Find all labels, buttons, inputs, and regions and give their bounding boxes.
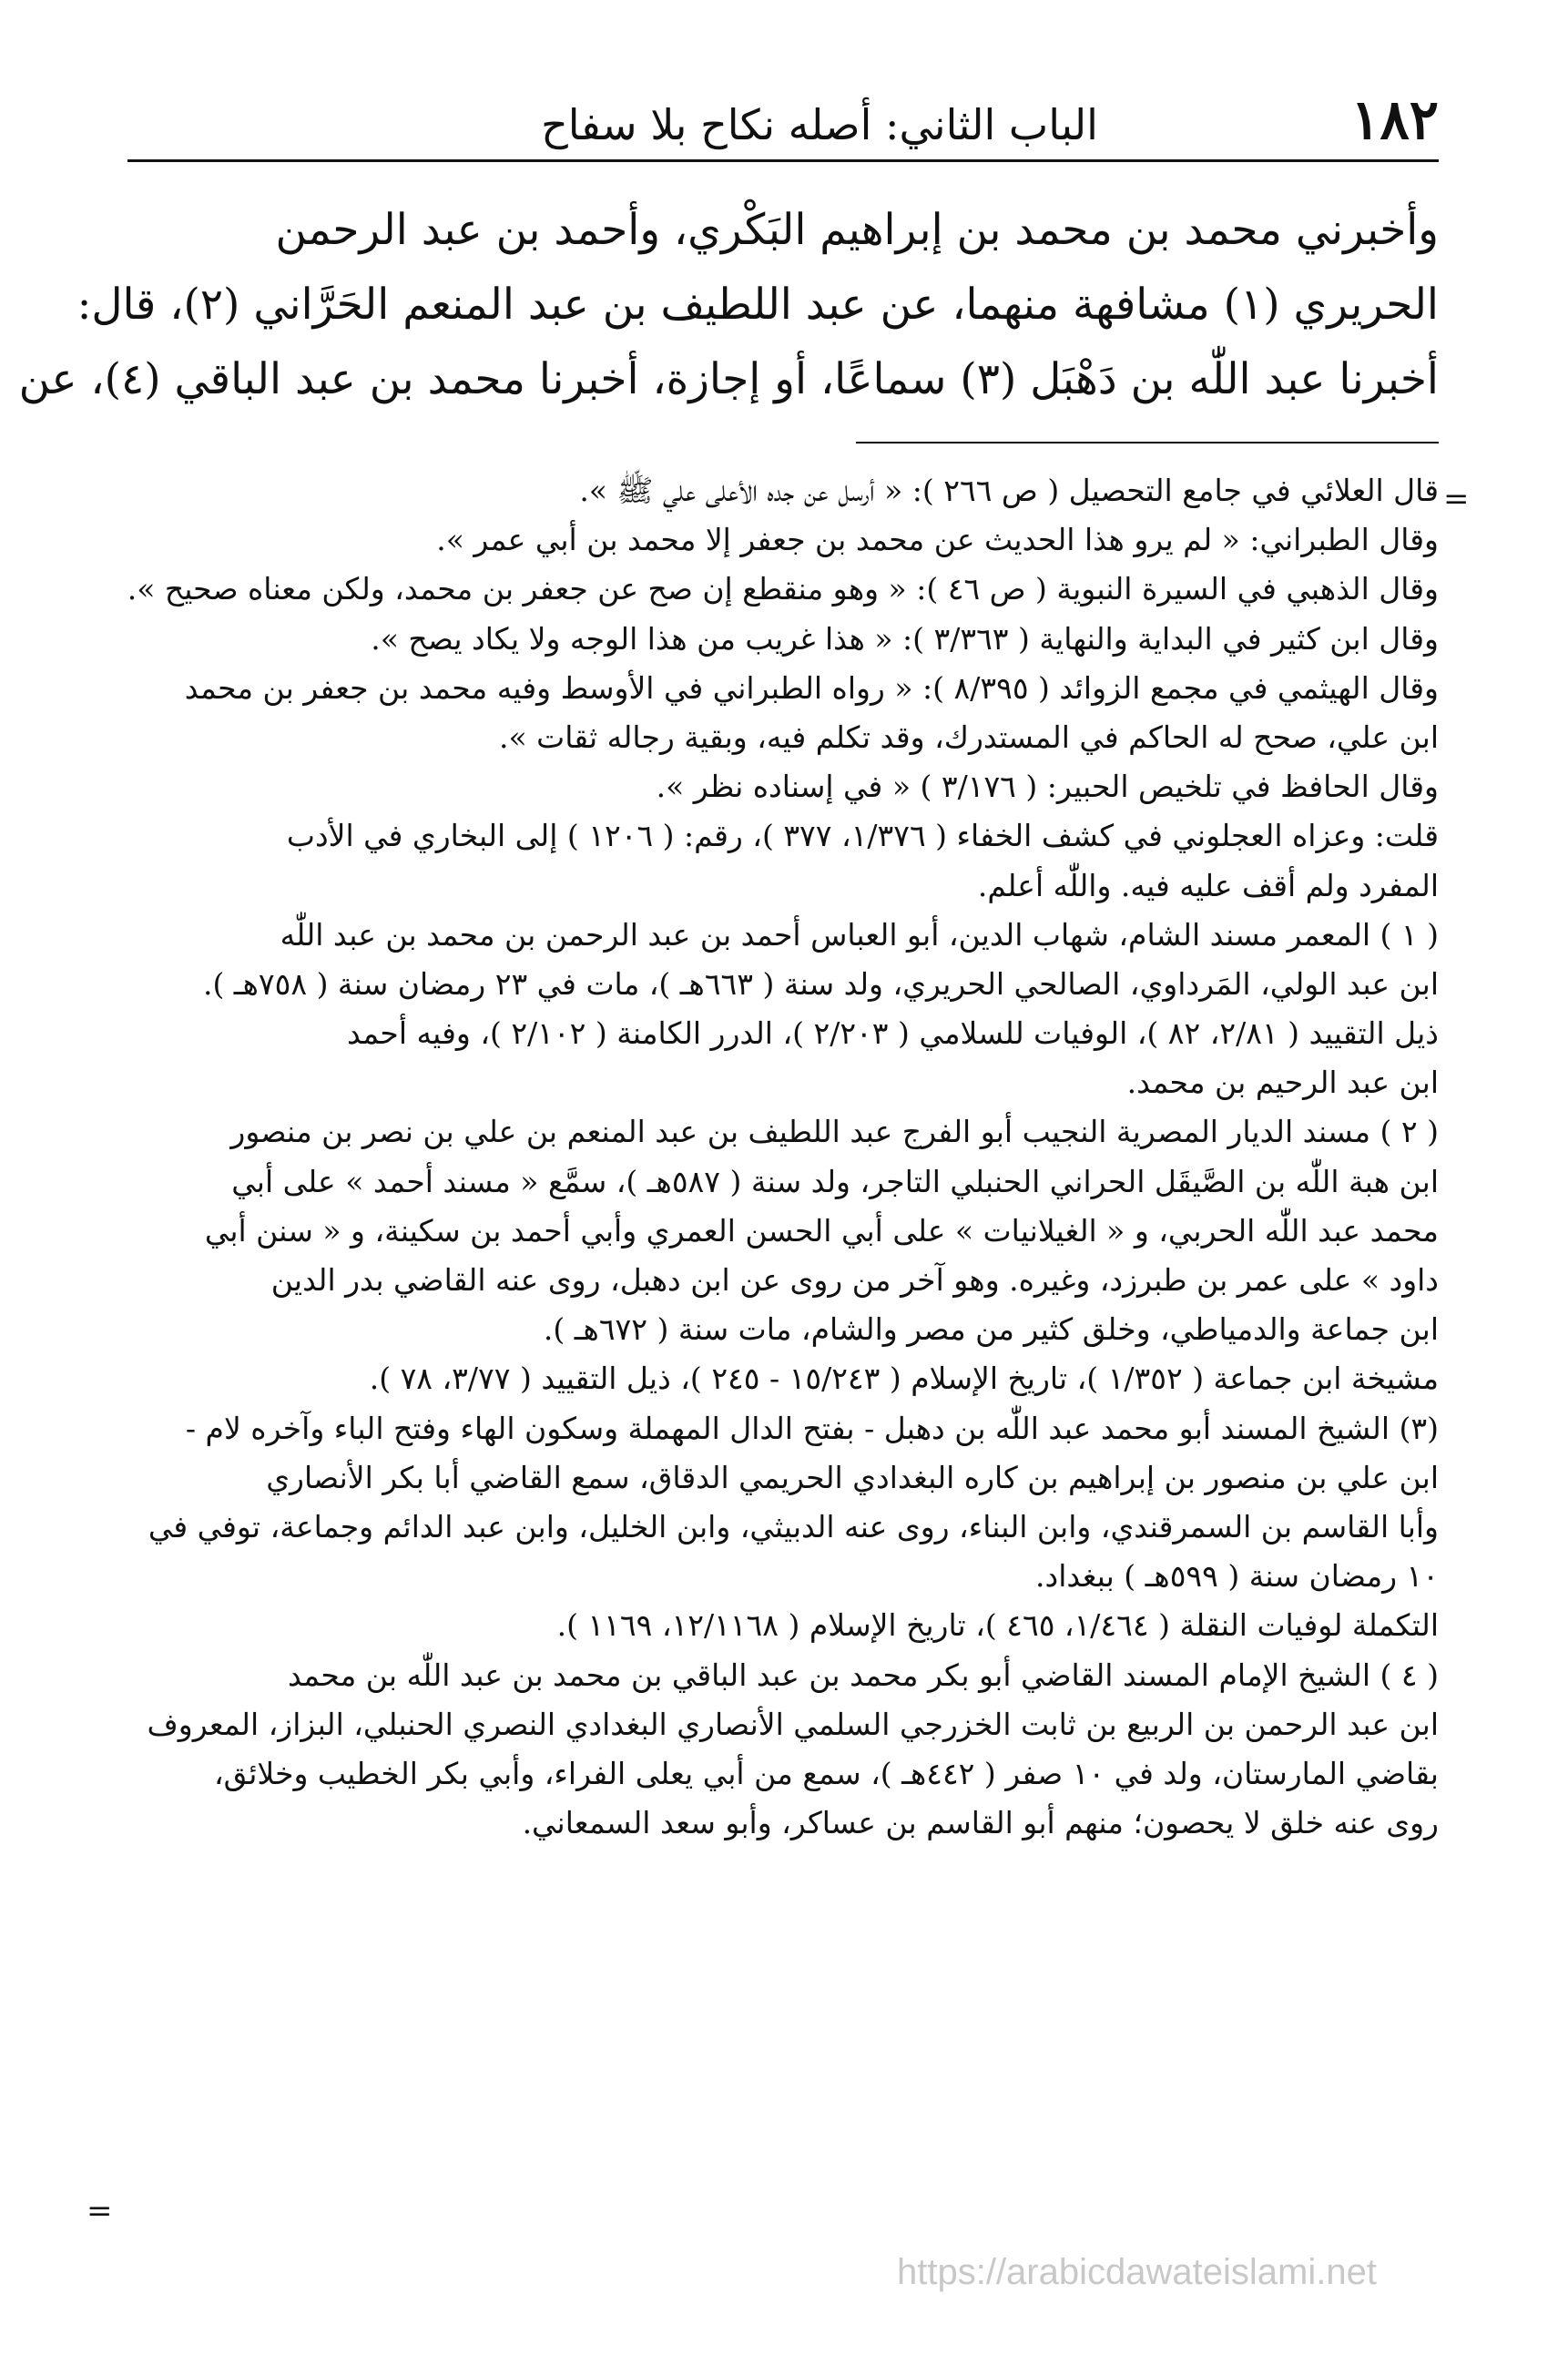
footnote-line: وقال ابن كثير في البداية والنهاية ( ٣/٣٦٣ ): « هذا غريب من هذا الوجه ولا يكاد يصح ». — [371, 620, 1439, 657]
footnote-line: وأبا القاسم بن السمرقندي، وابن البناء، روى عنه الدبيثي، وابن الخليل، وابن عبد الدائم وجماعة، توفي في — [148, 1508, 1439, 1544]
footnote-line: وقال الهيثمي في مجمع الزوائد ( ٨/٣٩٥ ): « رواه الطبراني في الأوسط وفيه محمد بن جعفر بن محمد — [184, 669, 1439, 706]
footnote-line: (٣) الشيخ المسند أبو محمد عبد اللّٰه بن دهبل - بفتح الدال المهملة وسكون الهاء وفتح الباء وآخره لام - — [185, 1410, 1439, 1446]
footnote-line: قلت: وعزاه العجلوني في كشف الخفاء ( ١/٣٧٦، ٣٧٧ )، رقم: ( ١٢٠٦ ) إلى البخاري في الأدب — [286, 818, 1439, 854]
footnote-line: ابن عبد الرحيم بن محمد. — [1126, 1065, 1439, 1101]
footnote-line: وقال الطبراني: « لم يرو هذا الحديث عن محمد بن جعفر إلا محمد بن أبي عمر ». — [436, 522, 1439, 558]
main-text — [18, 193, 1439, 417]
footnote-line: ( ٢ ) مسند الديار المصرية النجيب أبو الفرج عبد اللطيف بن عبد المنعم بن علي بن نصر بن منصور — [230, 1114, 1439, 1150]
footnote-line: ابن علي، صحح له الحاكم في المستدرك، وقد تكلم فيه، وبقية رجاله ثقات ». — [498, 719, 1439, 755]
main-text-line: الحريري (١) مشافهة منهما، عن عبد اللطيف بن عبد المنعم الحَرَّاني (٢)، قال: — [76, 280, 1439, 330]
footnotes — [127, 466, 1439, 1848]
footnote-rule — [856, 442, 1439, 443]
footnote-line: روى عنه خلق لا يحصون؛ منهم أبو القاسم بن عساكر، وأبو سعد السمعاني. — [522, 1805, 1439, 1841]
footnote-line: وقال الحافظ في تلخيص الحبير: ( ٣/١٧٦ ) « في إسناده نظر ». — [656, 769, 1439, 805]
continuation-mark-top: = — [1443, 481, 1470, 517]
footnote-line: ذيل التقييد ( ٢/٨١، ٨٢ )، الوفيات للسلامي ( ٢/٢٠٣ )، الدرر الكامنة ( ٢/١٠٢ )، وفيه أحمد — [347, 1015, 1439, 1052]
watermark: https://arabicdawateislami.net — [897, 2252, 1377, 2292]
page-number: ١٨٢ — [1350, 88, 1439, 152]
footnote-line: داود » على عمر بن طبرزد، وغيره. وهو آخر من روى عن ابن دهبل، روى عنه القاضي بدر الدين — [270, 1262, 1439, 1298]
footnote-line: ابن عبد الرحمن بن الربيع بن ثابت الخزرجي السلمي الأنصاري البغدادي النصري الحنبلي، البزاز، المعروف — [147, 1706, 1439, 1742]
main-text-line: أخبرنا عبد اللّٰه بن دَهْبَل (٣) سماعًا، أو إجازة، أخبرنا محمد بن عبد الباقي (٤)، عن — [18, 354, 1439, 404]
footnote-line: وقال الذهبي في السيرة النبوية ( ص ٤٦ ): « وهو منقطع إن صح عن جعفر بن محمد، ولكن معناه صحيح ». — [127, 571, 1439, 607]
footnote-line: بقاضي المارستان، ولد في ١٠ صفر ( ٤٤٢هـ )، سمع من أبي يعلى الفراء، وأبي بكر الخطيب وخلائق، — [214, 1755, 1439, 1791]
running-title: الباب الثاني: أصله نكاح بلا سفاح — [541, 100, 1098, 149]
footnote-line: ابن هبة اللّٰه بن الصَّيقَل الحراني الحنبلي التاجر، ولد سنة ( ٥٨٧هـ )، سمَّع « مسند أحمد » على أبي — [231, 1163, 1439, 1199]
footnote-line: قال العلائي في جامع التحصيل ( ص ٢٦٦ ): « أرسل عن جده الأعلى علي ﷺ ». — [579, 473, 1439, 508]
footnote-line: مشيخة ابن جماعة ( ١/٣٥٢ )، تاريخ الإسلام ( ١٥/٢٤٣ - ٢٤٥ )، ذيل التقييد ( ٣/٧٧، ٧٨ ). — [369, 1361, 1439, 1397]
footnote-line: ابن علي بن منصور بن إبراهيم بن كاره البغدادي الحريمي الدقاق، سمع القاضي أبا بكر الأنصاري — [266, 1459, 1439, 1495]
footnote-line: ١٠ رمضان سنة ( ٥٩٩هـ ) ببغداد. — [1035, 1558, 1439, 1595]
footnote-line: محمد عبد اللّٰه الحربي، و « الغيلانيات » على أبي الحسن العمري وأبي أحمد بن سكينة، و « سنن أبي — [204, 1212, 1439, 1249]
footnote-line: ابن عبد الولي، المَرداوي، الصالحي الحريري، ولد سنة ( ٦٦٣هـ )، مات في ٢٣ رمضان سنة ( ٧٥٨هـ ). — [202, 965, 1439, 1002]
footnote-line: ابن جماعة والدمياطي، وخلق كثير من مصر والشام، مات سنة ( ٦٧٢هـ ). — [543, 1311, 1439, 1348]
footnote-line: ( ٤ ) الشيخ الإمام المسند القاضي أبو بكر محمد بن عبد الباقي بن محمد بن عبد اللّٰه بن محمد — [287, 1657, 1439, 1693]
page-header — [127, 87, 1439, 159]
continuation-mark-bottom: = — [87, 2193, 113, 2229]
footnote-line: التكملة لوفيات النقلة ( ١/٤٦٤، ٤٦٥ )، تاريخ الإسلام ( ١٢/١١٦٨، ١١٦٩ ). — [556, 1607, 1439, 1644]
main-text-line: وأخبرني محمد بن محمد بن إبراهيم البَكْري، وأحمد بن عبد الرحمن — [275, 205, 1439, 255]
header-rule — [127, 159, 1439, 162]
footnote-line: المفرد ولم أقف عليه فيه. واللّٰه أعلم. — [977, 867, 1439, 903]
footnote-line: ( ١ ) المعمر مسند الشام، شهاب الدين، أبو العباس أحمد بن عبد الرحمن بن محمد بن عبد اللّٰه — [280, 916, 1439, 953]
